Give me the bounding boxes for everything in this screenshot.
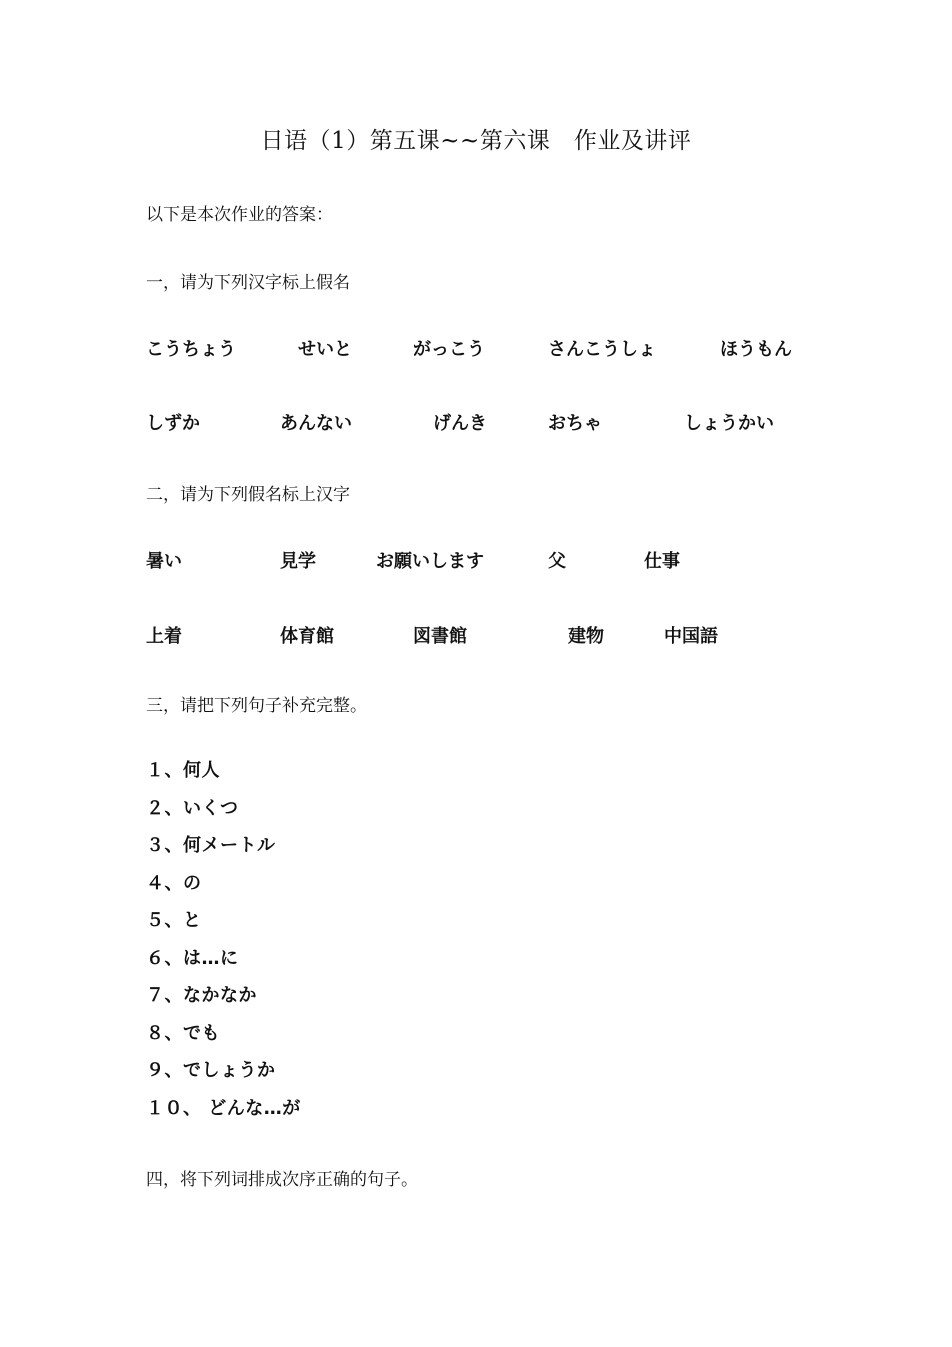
section-2-row-2	[0, 622, 952, 648]
section-2-heading: 二，请为下列假名标上汉字	[146, 485, 350, 505]
answer-cell: 暑い	[146, 551, 182, 572]
answer-cell: あんない	[280, 413, 352, 434]
list-item: １、何人	[146, 760, 220, 781]
list-item: ６、は…に	[146, 947, 239, 969]
section-4-heading: 四，将下列词排成次序正确的句子。	[146, 1170, 418, 1190]
answer-cell: 仕事	[644, 551, 680, 572]
answer-cell: おちゃ	[548, 413, 602, 434]
answer-cell: しょうかい	[684, 413, 774, 434]
section-1-row-2	[0, 409, 952, 435]
section-1-heading: 一，请为下列汉字标上假名	[146, 273, 350, 293]
answer-cell: 体育館	[280, 626, 334, 647]
list-item: １０、 どんな…が	[146, 1097, 301, 1119]
list-item: ５、と	[146, 910, 202, 931]
list-item: ４、の	[146, 872, 202, 894]
page-title: 日语（1）第五课~~第六课 作业及讲评	[260, 128, 692, 154]
list-item: ８、でも	[146, 1022, 220, 1044]
section-1-row-1	[0, 335, 952, 361]
intro-text: 以下是本次作业的答案：	[146, 205, 333, 225]
answer-cell: がっこう	[413, 339, 485, 360]
answer-cell: しずか	[146, 413, 200, 434]
answer-cell: お願いします	[376, 551, 484, 572]
answer-cell: さんこうしょ	[548, 339, 656, 360]
answer-cell: 上着	[146, 626, 182, 647]
answer-cell: 父	[548, 551, 566, 572]
answer-cell: 中国語	[664, 626, 718, 647]
answer-cell: こうちょう	[146, 339, 236, 360]
list-item: ７、なかなか	[146, 985, 257, 1006]
answer-cell: せいと	[298, 339, 352, 360]
list-item: ３、何メートル	[146, 835, 276, 856]
list-item: ２、いくつ	[146, 797, 239, 819]
answer-cell: 図書館	[413, 626, 467, 647]
answer-cell: げんき	[433, 413, 487, 434]
answer-cell: 見学	[280, 551, 316, 572]
section-2-row-1	[0, 547, 952, 573]
answer-cell: 建物	[568, 626, 604, 647]
fill-in-answers-list	[146, 758, 301, 1133]
section-3-heading: 三，请把下列句子补充完整。	[146, 696, 367, 716]
answer-cell: ほうもん	[720, 339, 792, 360]
list-item: ９、でしょうか	[146, 1060, 276, 1081]
